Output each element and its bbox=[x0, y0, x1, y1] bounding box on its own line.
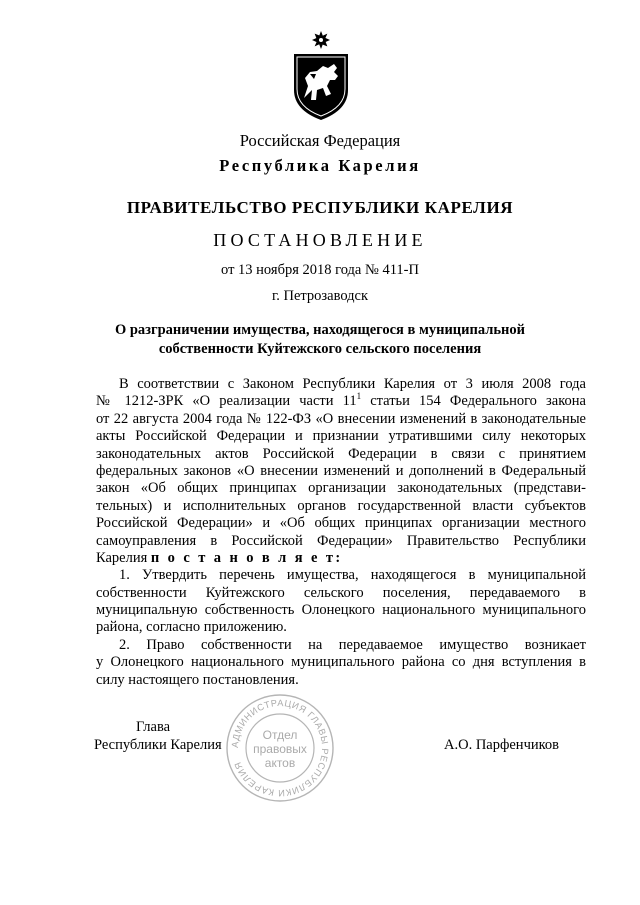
text-fragment: Карелия bbox=[96, 549, 151, 566]
signatory-name: А.О. Парфенчиков bbox=[444, 737, 560, 753]
republic-title: Республика Карелия bbox=[219, 156, 421, 175]
item-1-line: муниципальную собственность Олонецкого национального муниципального bbox=[96, 602, 586, 619]
signatory-title-line-1: Глава bbox=[136, 719, 171, 735]
text-line: закон «Об общих принципах организации законодательных (представи- bbox=[96, 480, 586, 497]
stamp-line-3: актов bbox=[264, 756, 296, 770]
stamp-ring-text: АДМИНИСТРАЦИЯ ГЛАВЫ РЕСПУБЛИКИ КАРЕЛИЯ bbox=[229, 697, 331, 799]
superscript: 1 bbox=[356, 391, 362, 402]
document-subject bbox=[0, 321, 640, 359]
subject-line-2: собственности Куйтежского сельского поселения bbox=[158, 341, 482, 357]
text-line bbox=[96, 550, 586, 567]
text-line: Российской Федерации» и «Об общих принципах организации местного bbox=[96, 515, 586, 532]
text-line: федеральных законов «О внесении изменений и дополнений в Федеральный bbox=[96, 462, 586, 479]
stamp-line-2: правовых bbox=[253, 742, 307, 756]
item-1-line: 1. Утвердить перечень имущества, находящегося в муниципальной bbox=[119, 567, 586, 584]
text-line: акты Российской Федерации и признании утратившими силу некоторых bbox=[96, 428, 586, 445]
decree-word: п о с т а н о в л я е т: bbox=[150, 549, 343, 566]
federation-title: Российская Федерация bbox=[239, 131, 401, 150]
item-1-line: района, согласно приложению. bbox=[96, 619, 287, 636]
text-fragment: статьи 154 Федерального закона bbox=[361, 393, 586, 410]
text-line: от 22 августа 2004 года № 122-ФЗ «О внесении изменений в законодательные bbox=[96, 410, 586, 427]
preamble-paragraph bbox=[96, 376, 586, 689]
text-fragment: № 1212-ЗРК «О реализации части 11 bbox=[96, 393, 357, 410]
government-title: ПРАВИТЕЛЬСТВО РЕСПУБЛИКИ КАРЕЛИЯ bbox=[126, 198, 514, 217]
text-line: В соответствии с Законом Республики Карелия от 3 июля 2008 года bbox=[119, 376, 586, 392]
stamp-line-1: Отдел bbox=[262, 728, 298, 742]
text-line: самоуправления в Российской Федерации» Правительство Республики bbox=[96, 532, 586, 549]
item-2-line: 2. Право собственности на передаваемое имущество возникает bbox=[119, 636, 586, 653]
text-line: законодательных актов Российской Федерации в связи с принятием bbox=[96, 445, 586, 462]
item-1-line: собственности Куйтежского сельского поселения, передаваемого в bbox=[96, 584, 586, 601]
text-line: тельных) и исполнительных органов государственной власти субъектов bbox=[96, 497, 586, 514]
coat-of-arms-emblem bbox=[290, 30, 352, 122]
item-2-line: силу настоящего постановления. bbox=[96, 671, 299, 688]
subject-line-1: О разграничении имущества, находящегося в муниципальной bbox=[114, 322, 526, 338]
item-2-line: у Олонецкого национального муниципального района со дня вступления в bbox=[96, 654, 586, 671]
document-type: ПОСТАНОВЛЕНИЕ bbox=[213, 230, 427, 250]
city-line: г. Петрозаводск bbox=[271, 288, 369, 304]
date-line: от 13 ноября 2018 года № 411-П bbox=[221, 262, 419, 278]
official-stamp bbox=[224, 692, 336, 804]
signatory-title-line-2: Республики Карелия bbox=[94, 737, 222, 753]
text-line bbox=[96, 393, 586, 410]
